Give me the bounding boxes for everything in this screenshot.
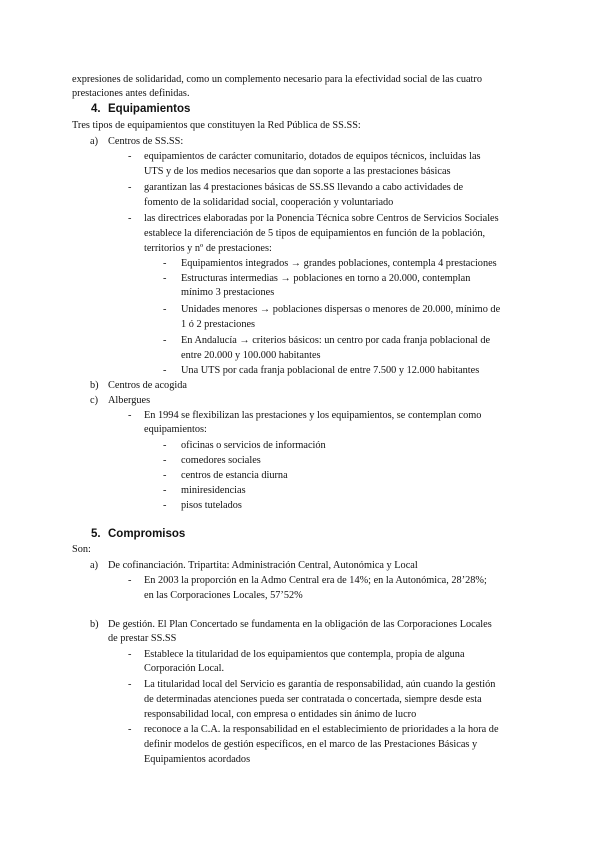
sub-bullet-line: Unidades menores → poblaciones dispersas o menores de 20.000, mínimo de — [181, 304, 501, 315]
dash: - — [128, 649, 132, 660]
section-4-intro: Tres tipos de equipamientos que constituyen la Red Pública de SS.SS: — [72, 120, 361, 131]
section-5-number: 5. — [91, 528, 101, 540]
bullet-line: En 1994 se flexibilizan las prestaciones y los equipamientos, se contemplan como — [144, 410, 482, 421]
dash: - — [163, 485, 167, 496]
item-marker-b: b) — [90, 619, 99, 630]
section-4-title: Equipamientos — [108, 103, 191, 115]
bullet-line: La titularidad local del Servicio es garantía de responsabilidad, aún cuando la gestión — [144, 679, 496, 690]
dash: - — [163, 273, 167, 284]
sub-bullet-line: entre 20.000 y 100.000 habitantes — [181, 350, 321, 361]
dash: - — [163, 304, 167, 315]
item-marker-a: a) — [90, 136, 98, 147]
dash: - — [128, 575, 132, 586]
bullet-line: definir modelos de gestión específicos, en el marco de las Prestaciones Básicas y — [144, 739, 478, 750]
bullet-line: equipamientos de carácter comunitario, dotados de equipos técnicos, incluidas las — [144, 151, 481, 162]
dash: - — [163, 500, 167, 511]
bullet-line: UTS y de los medios necesarios que dan soporte a las prestaciones básicas — [144, 166, 451, 177]
sub-bullet-line: pisos tutelados — [181, 500, 242, 511]
intro-line-1: expresiones de solidaridad, como un complemento necesario para la efectividad social de las cuatro — [72, 74, 483, 85]
section-5-intro: Son: — [72, 544, 91, 555]
sub-bullet-line: comedores sociales — [181, 455, 261, 466]
sub-bullet-line: centros de estancia diurna — [181, 470, 288, 481]
dash: - — [163, 470, 167, 481]
dash: - — [163, 455, 167, 466]
sub-bullet-line: 1 ó 2 prestaciones — [181, 319, 256, 330]
cofinanciacion-label: De cofinanciación. Tripartita: Administración Central, Autonómica y Local — [108, 560, 418, 571]
sub-bullet-line: En Andalucía → criterios básicos: un centro por cada franja poblacional de — [181, 335, 491, 346]
gestion-label: De gestión. El Plan Concertado se fundamenta en la obligación de las Corporaciones Locales — [108, 619, 492, 630]
bullet-line: Equipamientos acordados — [144, 754, 251, 765]
dash: - — [128, 724, 132, 735]
section-4-number: 4. — [91, 103, 101, 115]
dash: - — [163, 365, 167, 376]
dash: - — [163, 258, 167, 269]
dash: - — [128, 679, 132, 690]
gestion-label: de prestar SS.SS — [108, 633, 177, 644]
item-marker-b: b) — [90, 380, 99, 391]
bullet-line: garantizan las 4 prestaciones básicas de SS.SS llevando a cabo actividades de — [144, 182, 464, 193]
section-5-title: Compromisos — [108, 528, 186, 540]
bullet-line: en las Corporaciones Locales, 57’52% — [144, 590, 303, 601]
sub-bullet-line: Equipamientos integrados → grandes poblaciones, contempla 4 prestaciones — [181, 258, 497, 269]
bullet-line: establece la diferenciación de 5 tipos de equipamientos en función de la población, — [144, 228, 486, 239]
bullet-line: Establece la titularidad de los equipamientos que contempla, propia de alguna — [144, 649, 465, 660]
dash: - — [163, 440, 167, 451]
albergues-label: Albergues — [108, 395, 151, 406]
intro-line-2: prestaciones antes definidas. — [72, 88, 190, 99]
bullet-line: Corporación Local. — [144, 663, 225, 674]
bullet-line: reconoce a la C.A. la responsabilidad en el establecimiento de prioridades a la hora de — [144, 724, 499, 735]
dash: - — [128, 213, 132, 224]
bullet-line: En 2003 la proporción en la Admo Central era de 14%; en la Autonómica, 28’28%; — [144, 575, 487, 586]
dash: - — [163, 335, 167, 346]
item-marker-c: c) — [90, 395, 98, 406]
sub-bullet-line: oficinas o servicios de información — [181, 440, 326, 451]
dash: - — [128, 410, 132, 421]
dash: - — [128, 182, 132, 193]
bullet-line: equipamientos: — [144, 424, 207, 435]
bullet-line: fomento de la solidaridad social, cooperación y voluntariado — [144, 197, 394, 208]
centros-acogida-label: Centros de acogida — [108, 380, 187, 391]
sub-bullet-line: mínimo 3 prestaciones — [181, 287, 275, 298]
sub-bullet-line: miniresidencias — [181, 485, 246, 496]
centros-ssss-label: Centros de SS.SS: — [108, 136, 184, 147]
dash: - — [128, 151, 132, 162]
sub-bullet-line: Estructuras intermedias → poblaciones en torno a 20.000, contemplan — [181, 273, 471, 284]
bullet-line: responsabilidad local, con empresa o entidades sin ánimo de lucro — [144, 709, 417, 720]
bullet-line: territorios y nº de prestaciones: — [144, 243, 272, 254]
bullet-line: de determinadas atenciones pueda ser contratada o concertada, siempre desde esta — [144, 694, 482, 705]
sub-bullet-line: Una UTS por cada franja poblacional de entre 7.500 y 12.000 habitantes — [181, 365, 480, 376]
bullet-line: las directrices elaboradas por la Ponencia Técnica sobre Centros de Servicios Sociales — [144, 213, 499, 224]
item-marker-a: a) — [90, 560, 98, 571]
